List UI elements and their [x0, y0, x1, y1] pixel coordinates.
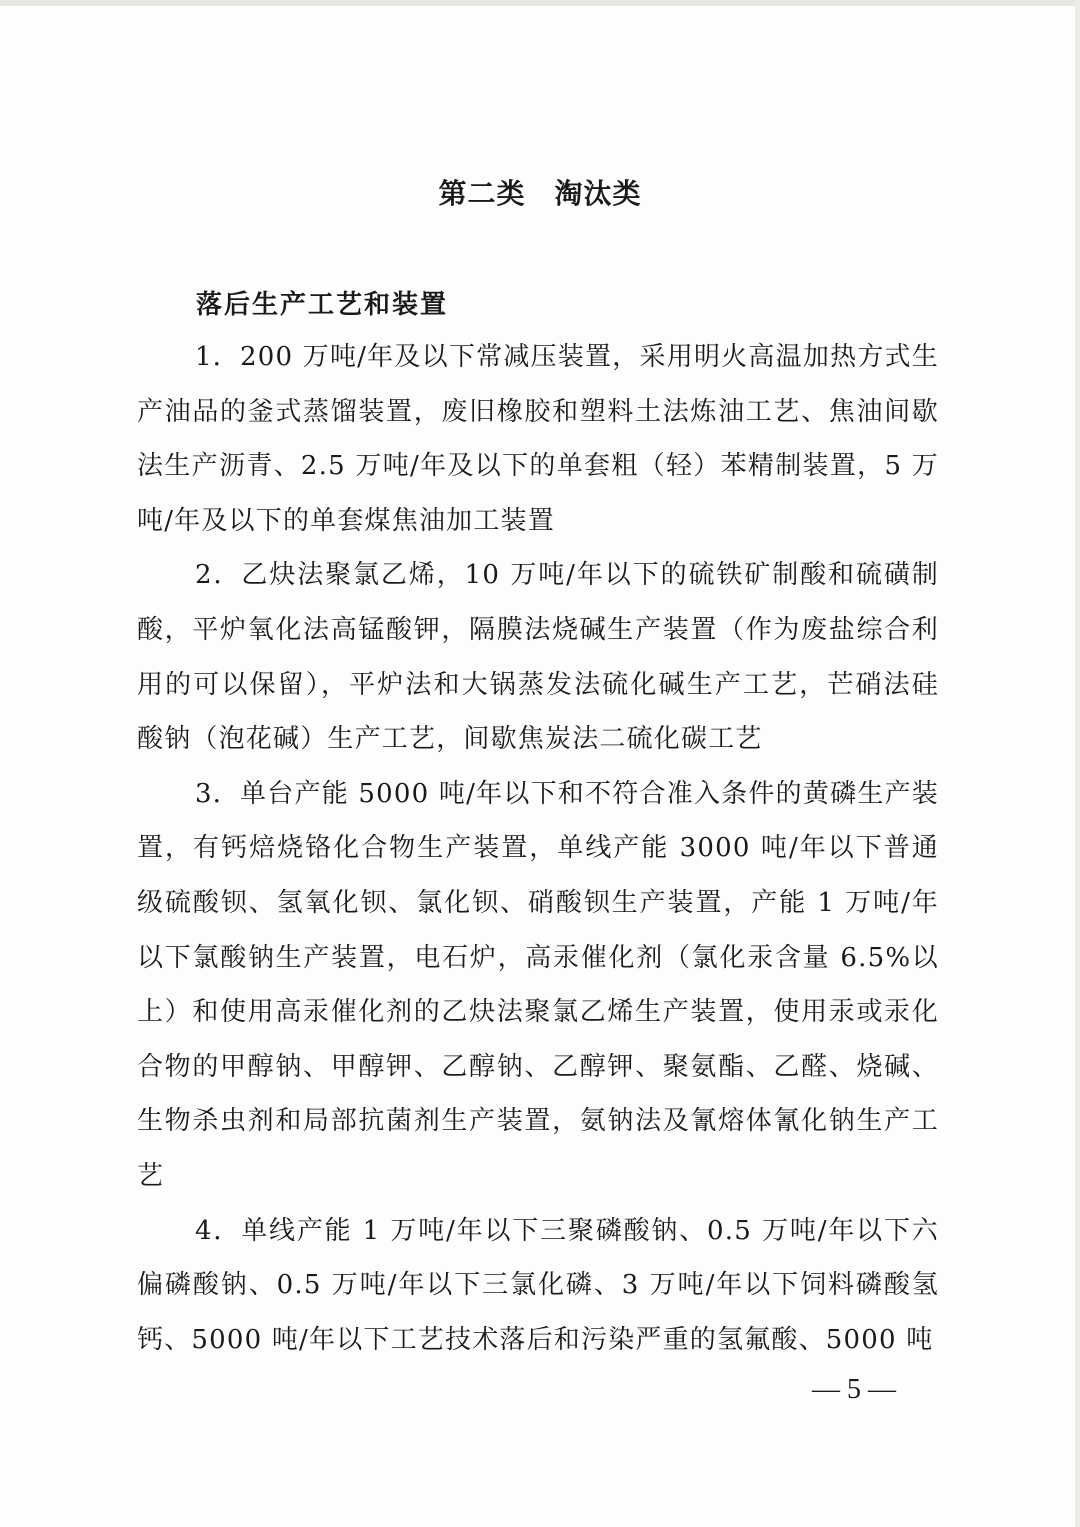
page-top-edge: [0, 0, 1080, 6]
list-item: 1．200 万吨/年及以下常减压装置，采用明火高温加热方式生产油品的釜式蒸馏装置，废旧橡胶和塑料土法炼油工艺、焦油间歇法生产沥青、2.5 万吨/年及以下的单套粗（轻）苯精制装置，5 万吨/年及以下的单套煤焦油加工装置: [137, 342, 939, 536]
page-title: 第二类 淘汰类: [438, 177, 642, 210]
document-body: [137, 330, 939, 1367]
page-right-edge: [1075, 0, 1080, 1527]
list-item: 2．乙炔法聚氯乙烯，10 万吨/年以下的硫铁矿制酸和硫磺制酸，平炉氧化法高锰酸钾，隔膜法烧碱生产装置（作为废盐综合利用的可以保留），平炉法和大锅蒸发法硫化碱生产工艺，芒硝法硅酸钠（泡花碱）生产工艺，间歇焦炭法二硫化碳工艺: [137, 560, 939, 755]
list-item: 4．单线产能 1 万吨/年以下三聚磷酸钠、0.5 万吨/年以下六偏磷酸钠、0.5 万吨/年以下三氯化磷、3 万吨/年以下饲料磷酸氢钙、5000 吨/年以下工艺技术落后和污染严重的氢氟酸、5000 吨: [137, 1215, 939, 1355]
list-item: 3．单台产能 5000 吨/年以下和不符合准入条件的黄磷生产装置，有钙焙烧铬化合物生产装置，单线产能 3000 吨/年以下普通级硫酸钡、氢氧化钡、氯化钡、硝酸钡生产装置，产能 1 万吨/年以下氯酸钠生产装置，电石炉，高汞催化剂（氯化汞含量 6.5%以上）和使用高汞催化剂的乙炔法聚氯乙烯生产装置，使用汞或汞化合物的甲醇钠、甲醇钾、乙醇钠、乙醇钾、聚氨酯、乙醛、烧碱、生物杀虫剂和局部抗菌剂生产装置，氨钠法及氰熔体氰化钠生产工艺: [137, 778, 939, 1191]
section-heading: 落后生产工艺和装置: [196, 290, 449, 320]
page-number: — 5 —: [812, 1374, 896, 1405]
